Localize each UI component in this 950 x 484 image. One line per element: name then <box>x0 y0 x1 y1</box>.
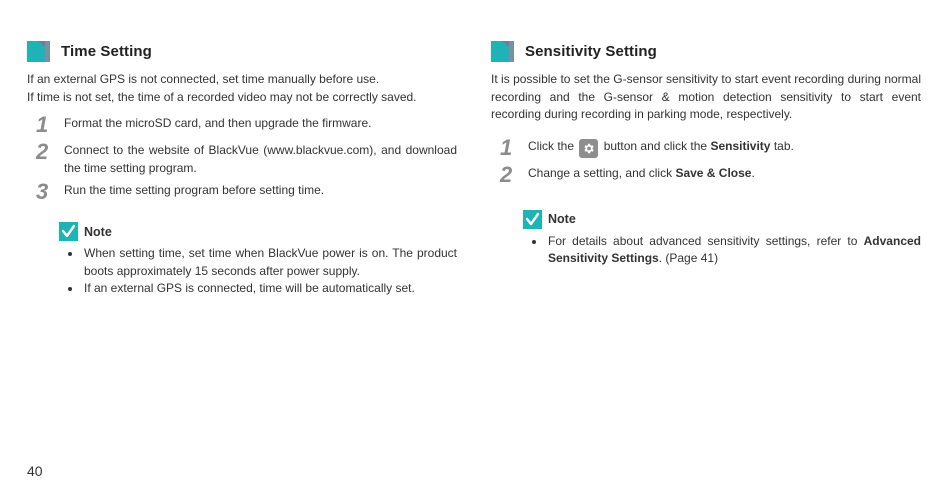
note-text-part: . (Page 41) <box>658 251 719 265</box>
step-number: 2 <box>36 139 49 164</box>
step-item <box>27 113 457 137</box>
step-number: 1 <box>500 134 513 160</box>
note-box <box>523 210 921 268</box>
step-item <box>27 180 457 204</box>
step-item <box>491 136 921 160</box>
save-close-label: Save & Close <box>675 165 752 180</box>
step-text-part: . <box>751 165 755 180</box>
step-text: Format the microSD card, and then upgrade the firmware. <box>64 116 372 130</box>
folded-square-icon <box>491 41 514 62</box>
intro-text <box>491 71 921 124</box>
note-list <box>59 245 457 298</box>
section-title: Time Setting <box>61 42 152 60</box>
step-number: 3 <box>36 179 49 204</box>
section-header <box>27 40 457 62</box>
sensitivity-tab-label: Sensitivity <box>710 138 771 153</box>
step-text-part: Click the <box>528 138 575 153</box>
steps-list <box>27 113 457 204</box>
step-item <box>491 163 921 187</box>
section-header <box>491 40 921 62</box>
sensitivity-setting-section <box>491 40 921 268</box>
step-text-part: tab. <box>773 138 794 153</box>
page-number: 40 <box>27 463 43 479</box>
note-item <box>523 233 921 268</box>
folded-square-icon <box>27 41 50 62</box>
step-text: Connect to the website of BlackVue (www.blackvue.com), and download the time setting program. <box>64 143 457 175</box>
intro-line: If an external GPS is not connected, set time manually before use. <box>27 72 380 86</box>
step-number: 2 <box>500 161 513 187</box>
steps-list <box>491 136 921 187</box>
step-text: Run the time setting program before setting time. <box>64 183 325 197</box>
note-box <box>59 222 457 298</box>
checkmark-icon <box>523 210 542 229</box>
intro-paragraph: It is possible to set the G-sensor sensitivity to start event recording during normal recording and the G-sensor & motion detection sensitivity to start event recording during recording in parking mode, respectively. <box>491 72 921 121</box>
intro-line: If time is not set, the time of a recorded video may not be correctly saved. <box>27 89 417 104</box>
step-text-part: button and click the <box>603 138 708 153</box>
step-text <box>528 163 921 183</box>
note-text-part: For details about advanced sensitivity settings, refer to <box>548 233 858 248</box>
step-item <box>27 140 457 177</box>
time-setting-section <box>27 40 457 298</box>
note-item: If an external GPS is connected, time will be automatically set. <box>59 280 457 298</box>
advanced-settings-reference: Advanced Sensitivity Settings <box>548 233 921 265</box>
note-header <box>523 210 921 229</box>
note-header <box>59 222 457 241</box>
section-title: Sensitivity Setting <box>525 42 657 60</box>
gear-icon <box>579 139 598 158</box>
note-list <box>523 233 921 268</box>
checkmark-icon <box>59 222 78 241</box>
note-item: When setting time, set time when BlackVue power is on. The product boots approximately 15 seconds after power supply. <box>59 245 457 280</box>
step-number: 1 <box>36 112 49 137</box>
step-text-part: Change a setting, and click <box>528 165 673 180</box>
note-title: Note <box>548 212 576 226</box>
step-text <box>528 136 921 158</box>
note-title: Note <box>84 224 112 239</box>
intro-text <box>27 71 457 106</box>
